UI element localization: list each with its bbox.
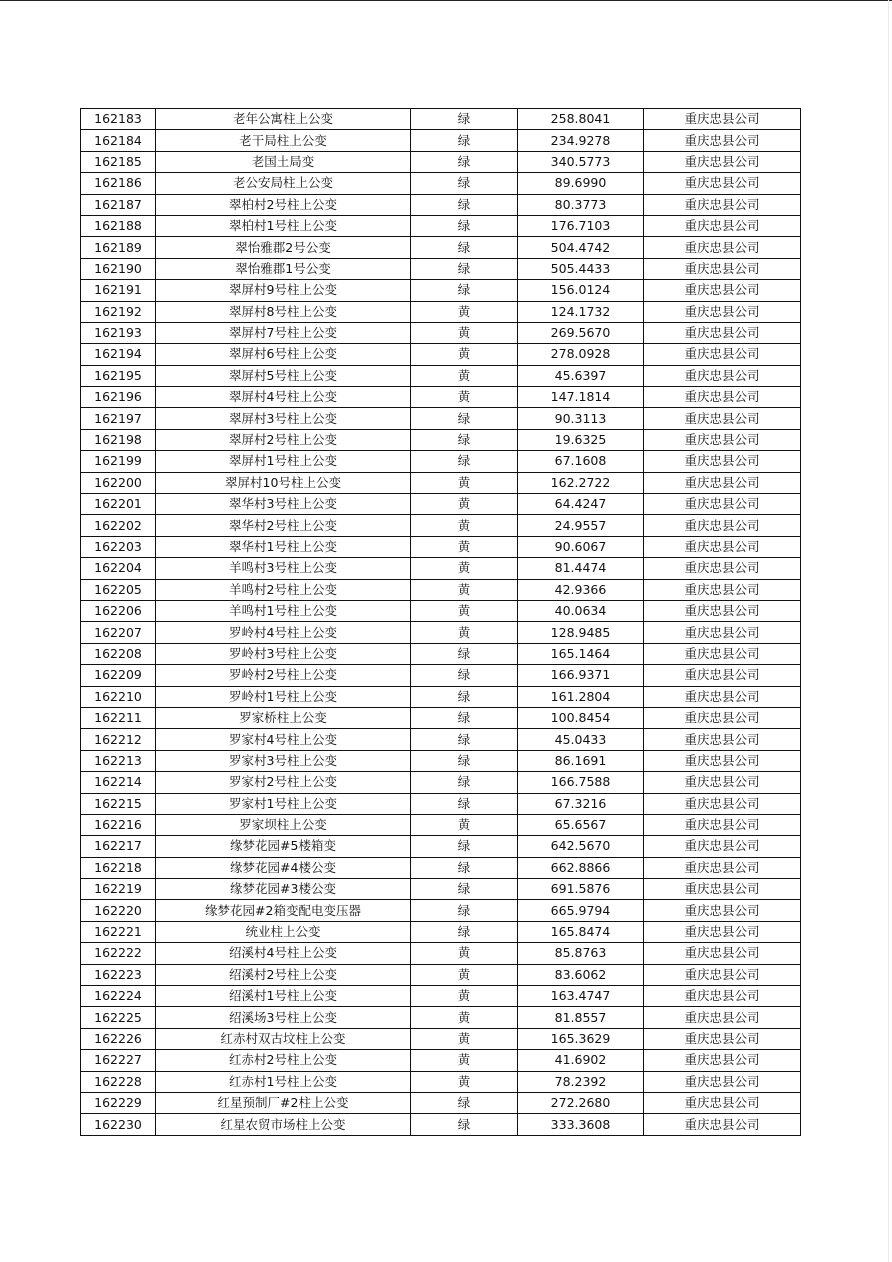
cell-status: 黄 xyxy=(411,515,518,536)
cell-id: 162207 xyxy=(81,622,156,643)
cell-id: 162186 xyxy=(81,173,156,194)
table-row xyxy=(81,301,801,322)
page-top-rule xyxy=(0,0,892,1)
cell-value: 67.3216 xyxy=(518,793,644,814)
cell-company: 重庆忠县公司 xyxy=(644,643,801,664)
cell-id: 162200 xyxy=(81,472,156,493)
cell-status: 绿 xyxy=(411,109,518,130)
cell-status: 绿 xyxy=(411,1092,518,1113)
cell-company: 重庆忠县公司 xyxy=(644,301,801,322)
cell-id: 162187 xyxy=(81,194,156,215)
cell-status: 黄 xyxy=(411,322,518,343)
cell-company: 重庆忠县公司 xyxy=(644,986,801,1007)
table-row xyxy=(81,322,801,343)
cell-status: 绿 xyxy=(411,750,518,771)
cell-status: 黄 xyxy=(411,536,518,557)
cell-name: 老国土局变 xyxy=(156,151,411,172)
table-row xyxy=(81,429,801,450)
cell-value: 83.6062 xyxy=(518,964,644,985)
cell-name: 翠屏村9号柱上公变 xyxy=(156,280,411,301)
cell-company: 重庆忠县公司 xyxy=(644,665,801,686)
cell-status: 黄 xyxy=(411,1007,518,1028)
cell-status: 绿 xyxy=(411,665,518,686)
cell-name: 绍溪村1号柱上公变 xyxy=(156,986,411,1007)
cell-company: 重庆忠县公司 xyxy=(644,943,801,964)
cell-value: 162.2722 xyxy=(518,472,644,493)
cell-id: 162193 xyxy=(81,322,156,343)
cell-company: 重庆忠县公司 xyxy=(644,1007,801,1028)
cell-status: 绿 xyxy=(411,707,518,728)
cell-name: 罗家村3号柱上公变 xyxy=(156,750,411,771)
table-row xyxy=(81,814,801,835)
table-row xyxy=(81,1114,801,1135)
cell-company: 重庆忠县公司 xyxy=(644,1114,801,1135)
cell-id: 162203 xyxy=(81,536,156,557)
table-row xyxy=(81,836,801,857)
cell-name: 罗家村1号柱上公变 xyxy=(156,793,411,814)
cell-id: 162196 xyxy=(81,387,156,408)
cell-name: 翠怡雅郡2号公变 xyxy=(156,237,411,258)
cell-company: 重庆忠县公司 xyxy=(644,280,801,301)
cell-name: 翠柏村2号柱上公变 xyxy=(156,194,411,215)
cell-name: 红赤村双古坟柱上公变 xyxy=(156,1028,411,1049)
cell-company: 重庆忠县公司 xyxy=(644,494,801,515)
cell-company: 重庆忠县公司 xyxy=(644,558,801,579)
cell-company: 重庆忠县公司 xyxy=(644,707,801,728)
cell-company: 重庆忠县公司 xyxy=(644,109,801,130)
cell-status: 绿 xyxy=(411,793,518,814)
cell-company: 重庆忠县公司 xyxy=(644,515,801,536)
cell-value: 128.9485 xyxy=(518,622,644,643)
cell-status: 黄 xyxy=(411,600,518,621)
cell-value: 662.8866 xyxy=(518,857,644,878)
cell-status: 黄 xyxy=(411,365,518,386)
cell-status: 绿 xyxy=(411,451,518,472)
cell-status: 黄 xyxy=(411,986,518,1007)
cell-company: 重庆忠县公司 xyxy=(644,879,801,900)
cell-id: 162210 xyxy=(81,686,156,707)
cell-company: 重庆忠县公司 xyxy=(644,130,801,151)
cell-value: 19.6325 xyxy=(518,429,644,450)
cell-status: 绿 xyxy=(411,280,518,301)
cell-company: 重庆忠县公司 xyxy=(644,408,801,429)
cell-id: 162194 xyxy=(81,344,156,365)
cell-company: 重庆忠县公司 xyxy=(644,194,801,215)
cell-company: 重庆忠县公司 xyxy=(644,429,801,450)
cell-id: 162204 xyxy=(81,558,156,579)
cell-company: 重庆忠县公司 xyxy=(644,472,801,493)
cell-value: 176.7103 xyxy=(518,215,644,236)
cell-id: 162219 xyxy=(81,879,156,900)
cell-value: 100.8454 xyxy=(518,707,644,728)
table-row xyxy=(81,772,801,793)
table-row xyxy=(81,194,801,215)
cell-company: 重庆忠县公司 xyxy=(644,964,801,985)
cell-company: 重庆忠县公司 xyxy=(644,921,801,942)
transformer-table xyxy=(80,108,801,1136)
cell-company: 重庆忠县公司 xyxy=(644,750,801,771)
cell-id: 162202 xyxy=(81,515,156,536)
table-row xyxy=(81,1071,801,1092)
cell-company: 重庆忠县公司 xyxy=(644,322,801,343)
cell-name: 翠华村2号柱上公变 xyxy=(156,515,411,536)
cell-id: 162226 xyxy=(81,1028,156,1049)
cell-value: 333.3608 xyxy=(518,1114,644,1135)
cell-company: 重庆忠县公司 xyxy=(644,1050,801,1071)
cell-id: 162228 xyxy=(81,1071,156,1092)
cell-name: 红赤村1号柱上公变 xyxy=(156,1071,411,1092)
cell-value: 691.5876 xyxy=(518,879,644,900)
table-row xyxy=(81,943,801,964)
cell-id: 162205 xyxy=(81,579,156,600)
cell-name: 红星预制厂#2柱上公变 xyxy=(156,1092,411,1113)
table-row xyxy=(81,515,801,536)
cell-status: 黄 xyxy=(411,1050,518,1071)
cell-name: 羊鸣村3号柱上公变 xyxy=(156,558,411,579)
cell-company: 重庆忠县公司 xyxy=(644,857,801,878)
cell-id: 162183 xyxy=(81,109,156,130)
cell-value: 80.3773 xyxy=(518,194,644,215)
cell-name: 缘梦花园#3楼公变 xyxy=(156,879,411,900)
cell-id: 162227 xyxy=(81,1050,156,1071)
cell-name: 罗家桥柱上公变 xyxy=(156,707,411,728)
cell-company: 重庆忠县公司 xyxy=(644,900,801,921)
cell-value: 665.9794 xyxy=(518,900,644,921)
cell-company: 重庆忠县公司 xyxy=(644,215,801,236)
cell-name: 红赤村2号柱上公变 xyxy=(156,1050,411,1071)
cell-value: 24.9557 xyxy=(518,515,644,536)
cell-status: 绿 xyxy=(411,857,518,878)
cell-id: 162199 xyxy=(81,451,156,472)
cell-value: 161.2804 xyxy=(518,686,644,707)
cell-id: 162208 xyxy=(81,643,156,664)
cell-id: 162229 xyxy=(81,1092,156,1113)
cell-id: 162192 xyxy=(81,301,156,322)
cell-value: 278.0928 xyxy=(518,344,644,365)
cell-value: 124.1732 xyxy=(518,301,644,322)
cell-value: 42.9366 xyxy=(518,579,644,600)
cell-id: 162220 xyxy=(81,900,156,921)
cell-company: 重庆忠县公司 xyxy=(644,579,801,600)
cell-name: 羊鸣村2号柱上公变 xyxy=(156,579,411,600)
cell-value: 90.6067 xyxy=(518,536,644,557)
cell-company: 重庆忠县公司 xyxy=(644,344,801,365)
cell-company: 重庆忠县公司 xyxy=(644,237,801,258)
cell-value: 85.8763 xyxy=(518,943,644,964)
cell-name: 翠屏村1号柱上公变 xyxy=(156,451,411,472)
table-row xyxy=(81,665,801,686)
cell-name: 绍溪场3号柱上公变 xyxy=(156,1007,411,1028)
table-row xyxy=(81,536,801,557)
cell-value: 64.4247 xyxy=(518,494,644,515)
table-body xyxy=(81,109,801,1136)
cell-value: 258.8041 xyxy=(518,109,644,130)
cell-id: 162215 xyxy=(81,793,156,814)
cell-value: 90.3113 xyxy=(518,408,644,429)
table-row xyxy=(81,451,801,472)
cell-status: 绿 xyxy=(411,130,518,151)
cell-status: 绿 xyxy=(411,258,518,279)
cell-id: 162213 xyxy=(81,750,156,771)
table-row xyxy=(81,258,801,279)
cell-id: 162211 xyxy=(81,707,156,728)
table-row xyxy=(81,215,801,236)
cell-company: 重庆忠县公司 xyxy=(644,686,801,707)
cell-name: 罗家村2号柱上公变 xyxy=(156,772,411,793)
cell-status: 绿 xyxy=(411,1114,518,1135)
cell-id: 162201 xyxy=(81,494,156,515)
cell-name: 翠屏村10号柱上公变 xyxy=(156,472,411,493)
table-row xyxy=(81,750,801,771)
table-row xyxy=(81,387,801,408)
cell-id: 162190 xyxy=(81,258,156,279)
cell-status: 黄 xyxy=(411,1028,518,1049)
table-row xyxy=(81,408,801,429)
cell-status: 绿 xyxy=(411,921,518,942)
cell-id: 162197 xyxy=(81,408,156,429)
cell-id: 162221 xyxy=(81,921,156,942)
cell-company: 重庆忠县公司 xyxy=(644,151,801,172)
cell-id: 162195 xyxy=(81,365,156,386)
cell-status: 绿 xyxy=(411,836,518,857)
cell-value: 165.1464 xyxy=(518,643,644,664)
cell-id: 162184 xyxy=(81,130,156,151)
cell-id: 162189 xyxy=(81,237,156,258)
cell-id: 162198 xyxy=(81,429,156,450)
cell-value: 147.1814 xyxy=(518,387,644,408)
cell-value: 163.4747 xyxy=(518,986,644,1007)
table-row xyxy=(81,472,801,493)
table-row xyxy=(81,151,801,172)
cell-value: 89.6990 xyxy=(518,173,644,194)
cell-value: 41.6902 xyxy=(518,1050,644,1071)
table-row xyxy=(81,130,801,151)
table-row xyxy=(81,494,801,515)
cell-value: 269.5670 xyxy=(518,322,644,343)
page-right-edge xyxy=(888,0,889,1262)
cell-name: 罗岭村1号柱上公变 xyxy=(156,686,411,707)
cell-status: 黄 xyxy=(411,494,518,515)
cell-value: 40.0634 xyxy=(518,600,644,621)
table-row xyxy=(81,793,801,814)
cell-value: 505.4433 xyxy=(518,258,644,279)
cell-value: 166.7588 xyxy=(518,772,644,793)
cell-name: 罗家坝柱上公变 xyxy=(156,814,411,835)
cell-id: 162222 xyxy=(81,943,156,964)
cell-company: 重庆忠县公司 xyxy=(644,258,801,279)
table-row xyxy=(81,857,801,878)
cell-name: 翠怡雅郡1号公变 xyxy=(156,258,411,279)
table-row xyxy=(81,237,801,258)
table-row xyxy=(81,1028,801,1049)
cell-name: 翠屏村2号柱上公变 xyxy=(156,429,411,450)
cell-id: 162225 xyxy=(81,1007,156,1028)
cell-status: 绿 xyxy=(411,237,518,258)
cell-company: 重庆忠县公司 xyxy=(644,365,801,386)
table-row xyxy=(81,986,801,1007)
cell-value: 156.0124 xyxy=(518,280,644,301)
cell-name: 罗岭村4号柱上公变 xyxy=(156,622,411,643)
cell-name: 缘梦花园#4楼公变 xyxy=(156,857,411,878)
cell-company: 重庆忠县公司 xyxy=(644,173,801,194)
cell-status: 绿 xyxy=(411,729,518,750)
cell-status: 绿 xyxy=(411,772,518,793)
cell-status: 黄 xyxy=(411,301,518,322)
cell-status: 黄 xyxy=(411,622,518,643)
cell-name: 翠华村1号柱上公变 xyxy=(156,536,411,557)
cell-value: 272.2680 xyxy=(518,1092,644,1113)
cell-status: 绿 xyxy=(411,900,518,921)
cell-name: 翠屏村3号柱上公变 xyxy=(156,408,411,429)
table-row xyxy=(81,173,801,194)
table-row xyxy=(81,964,801,985)
cell-value: 166.9371 xyxy=(518,665,644,686)
table-row xyxy=(81,1092,801,1113)
cell-value: 67.1608 xyxy=(518,451,644,472)
cell-name: 缘梦花园#2箱变配电变压器 xyxy=(156,900,411,921)
cell-value: 504.4742 xyxy=(518,237,644,258)
cell-status: 绿 xyxy=(411,215,518,236)
cell-status: 绿 xyxy=(411,879,518,900)
cell-value: 165.8474 xyxy=(518,921,644,942)
cell-id: 162224 xyxy=(81,986,156,1007)
cell-status: 绿 xyxy=(411,408,518,429)
cell-status: 绿 xyxy=(411,643,518,664)
cell-value: 81.4474 xyxy=(518,558,644,579)
cell-company: 重庆忠县公司 xyxy=(644,387,801,408)
cell-name: 羊鸣村1号柱上公变 xyxy=(156,600,411,621)
cell-status: 黄 xyxy=(411,472,518,493)
cell-company: 重庆忠县公司 xyxy=(644,536,801,557)
cell-id: 162185 xyxy=(81,151,156,172)
cell-company: 重庆忠县公司 xyxy=(644,793,801,814)
table-row xyxy=(81,109,801,130)
cell-value: 45.6397 xyxy=(518,365,644,386)
cell-name: 翠屏村8号柱上公变 xyxy=(156,301,411,322)
cell-status: 黄 xyxy=(411,1071,518,1092)
cell-id: 162217 xyxy=(81,836,156,857)
cell-name: 翠屏村6号柱上公变 xyxy=(156,344,411,365)
cell-id: 162230 xyxy=(81,1114,156,1135)
cell-id: 162218 xyxy=(81,857,156,878)
cell-name: 罗家村4号柱上公变 xyxy=(156,729,411,750)
cell-id: 162209 xyxy=(81,665,156,686)
cell-id: 162188 xyxy=(81,215,156,236)
cell-status: 黄 xyxy=(411,558,518,579)
cell-id: 162212 xyxy=(81,729,156,750)
cell-name: 老公安局柱上公变 xyxy=(156,173,411,194)
cell-company: 重庆忠县公司 xyxy=(644,451,801,472)
cell-value: 234.9278 xyxy=(518,130,644,151)
table-row xyxy=(81,900,801,921)
cell-status: 黄 xyxy=(411,814,518,835)
cell-company: 重庆忠县公司 xyxy=(644,600,801,621)
table-row xyxy=(81,280,801,301)
cell-name: 老干局柱上公变 xyxy=(156,130,411,151)
cell-status: 黄 xyxy=(411,579,518,600)
table-row xyxy=(81,344,801,365)
cell-value: 81.8557 xyxy=(518,1007,644,1028)
cell-status: 黄 xyxy=(411,344,518,365)
cell-company: 重庆忠县公司 xyxy=(644,814,801,835)
cell-name: 绍溪村2号柱上公变 xyxy=(156,964,411,985)
cell-company: 重庆忠县公司 xyxy=(644,1071,801,1092)
table-row xyxy=(81,600,801,621)
cell-status: 绿 xyxy=(411,173,518,194)
cell-name: 罗岭村2号柱上公变 xyxy=(156,665,411,686)
cell-id: 162216 xyxy=(81,814,156,835)
table-row xyxy=(81,622,801,643)
cell-name: 翠屏村5号柱上公变 xyxy=(156,365,411,386)
table-row xyxy=(81,921,801,942)
cell-company: 重庆忠县公司 xyxy=(644,622,801,643)
cell-name: 老年公寓柱上公变 xyxy=(156,109,411,130)
table-row xyxy=(81,365,801,386)
cell-status: 绿 xyxy=(411,429,518,450)
cell-name: 翠屏村7号柱上公变 xyxy=(156,322,411,343)
cell-id: 162223 xyxy=(81,964,156,985)
cell-status: 黄 xyxy=(411,387,518,408)
cell-id: 162206 xyxy=(81,600,156,621)
cell-value: 78.2392 xyxy=(518,1071,644,1092)
cell-value: 86.1691 xyxy=(518,750,644,771)
table-row xyxy=(81,879,801,900)
cell-value: 165.3629 xyxy=(518,1028,644,1049)
cell-value: 45.0433 xyxy=(518,729,644,750)
cell-value: 65.6567 xyxy=(518,814,644,835)
cell-value: 340.5773 xyxy=(518,151,644,172)
table-row xyxy=(81,1007,801,1028)
table-row xyxy=(81,686,801,707)
cell-id: 162214 xyxy=(81,772,156,793)
table-row xyxy=(81,707,801,728)
table-row xyxy=(81,579,801,600)
cell-name: 翠柏村1号柱上公变 xyxy=(156,215,411,236)
cell-status: 绿 xyxy=(411,686,518,707)
cell-status: 绿 xyxy=(411,151,518,172)
cell-status: 黄 xyxy=(411,964,518,985)
cell-status: 黄 xyxy=(411,943,518,964)
cell-company: 重庆忠县公司 xyxy=(644,836,801,857)
cell-id: 162191 xyxy=(81,280,156,301)
table-row xyxy=(81,729,801,750)
cell-company: 重庆忠县公司 xyxy=(644,1092,801,1113)
cell-name: 统业柱上公变 xyxy=(156,921,411,942)
cell-name: 绍溪村4号柱上公变 xyxy=(156,943,411,964)
cell-company: 重庆忠县公司 xyxy=(644,772,801,793)
cell-name: 罗岭村3号柱上公变 xyxy=(156,643,411,664)
cell-name: 翠华村3号柱上公变 xyxy=(156,494,411,515)
table-row xyxy=(81,643,801,664)
cell-name: 翠屏村4号柱上公变 xyxy=(156,387,411,408)
cell-company: 重庆忠县公司 xyxy=(644,1028,801,1049)
cell-name: 缘梦花园#5楼箱变 xyxy=(156,836,411,857)
table-row xyxy=(81,558,801,579)
cell-status: 绿 xyxy=(411,194,518,215)
cell-name: 红星农贸市场柱上公变 xyxy=(156,1114,411,1135)
cell-value: 642.5670 xyxy=(518,836,644,857)
cell-company: 重庆忠县公司 xyxy=(644,729,801,750)
table-row xyxy=(81,1050,801,1071)
